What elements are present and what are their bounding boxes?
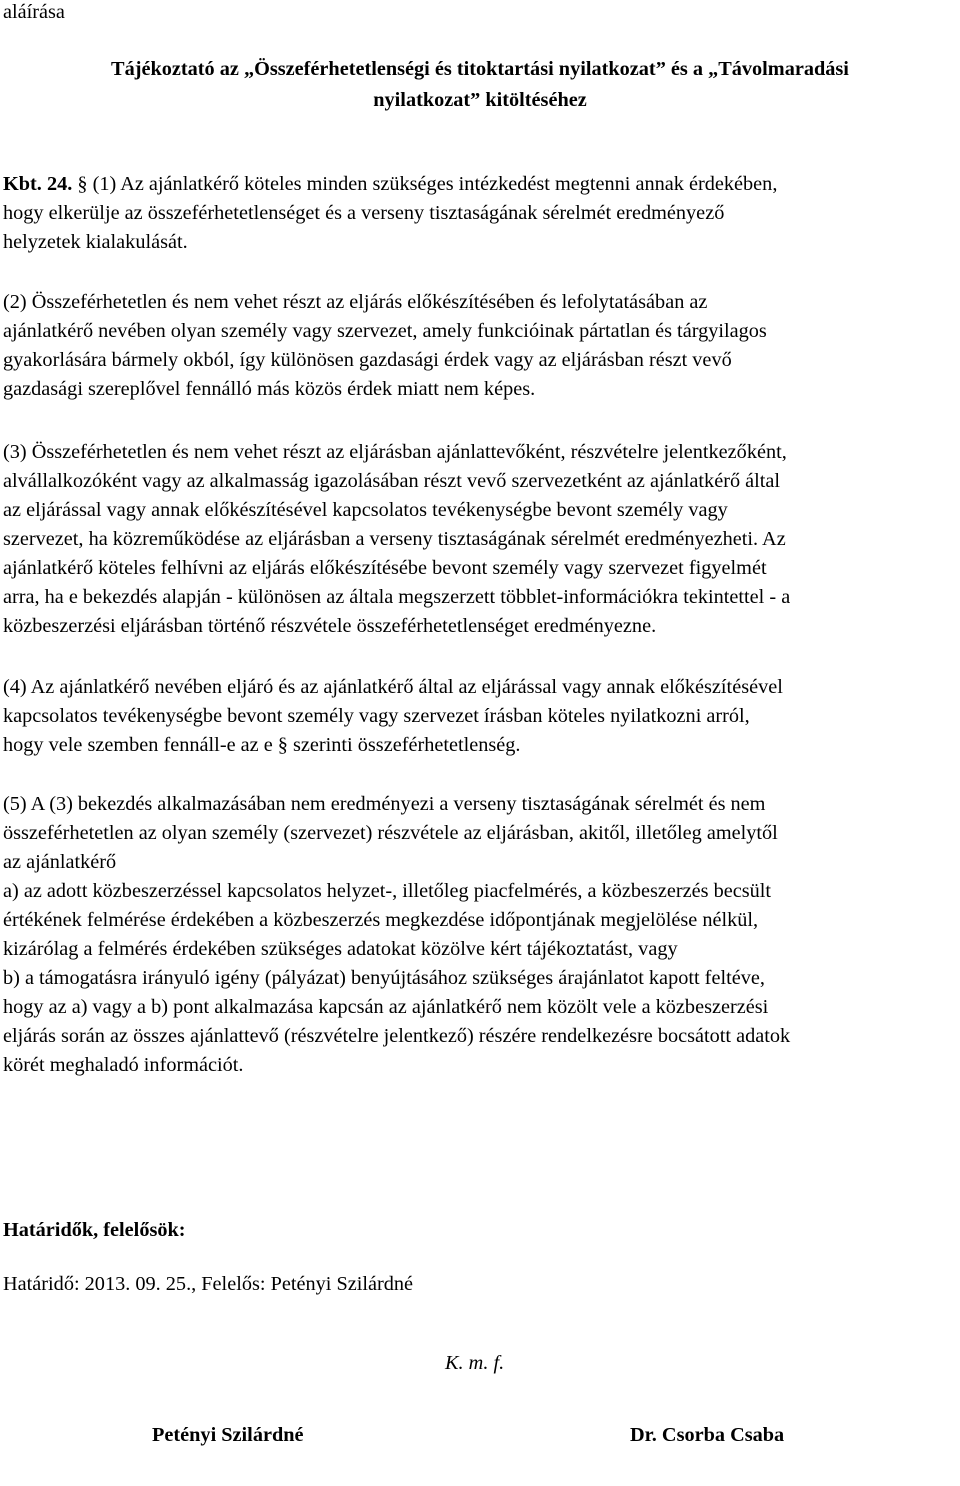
paragraph-line: gyakorlására bármely okból, így különösen gazdasági érdek vagy az eljárásban részt vevő	[3, 349, 732, 371]
signatory-right: Dr. Csorba Csaba	[630, 1424, 785, 1446]
paragraph-line: helyzetek kialakulását.	[3, 231, 188, 253]
paragraph-line: gazdasági szereplővel fennálló más közös érdek miatt nem képes.	[3, 378, 536, 400]
paragraph-line: arra, ha e bekezdés alapján - különösen az általa megszerzett többlet-információkra tekintettel - a	[3, 586, 791, 608]
paragraph-line: alvállalkozóként vagy az alkalmasság igazolásában részt vevő szervezetként az ajánlatkérő által	[3, 470, 781, 492]
paragraph-line: szervezet, ha közreműködése az eljárásban a verseny tisztaságának sérelmét eredményezheti. Az	[3, 528, 786, 550]
paragraph-line: a) az adott közbeszerzéssel kapcsolatos helyzet-, illetőleg piacfelmérés, a közbeszerzés becsült	[3, 880, 772, 902]
paragraph-line: kapcsolatos tevékenységbe bevont személy vagy szervezet írásban köteles nyilatkozni arról,	[3, 705, 750, 727]
paragraph-3	[3, 438, 959, 641]
deadline-text: Határidő: 2013. 09. 25., Felelős: Petényi Szilárdné	[3, 1273, 414, 1295]
paragraph-line-text: § (1) Az ajánlatkérő köteles minden szükséges intézkedést megtenni annak érdekében,	[72, 173, 778, 195]
paragraph-line: körét meghaladó információt.	[3, 1054, 244, 1076]
paragraph-line: hogy elkerülje az összeférhetetlenséget és a verseny tisztaságának sérelmét eredményező	[3, 202, 725, 224]
paragraph-2	[3, 288, 959, 404]
paragraph-line: értékének felmérése érdekében a közbeszerzés megkezdése időpontjának megjelölése nélkül,	[3, 909, 759, 931]
paragraph-5	[3, 790, 959, 1080]
paragraph-4	[3, 673, 959, 760]
document-title	[0, 54, 960, 116]
paragraph-line: (4) Az ajánlatkérő nevében eljáró és az ajánlatkérő által az eljárással vagy annak előkészítésével	[3, 676, 783, 698]
paragraph-line	[3, 170, 959, 199]
kbt-reference: Kbt. 24.	[3, 173, 73, 195]
paragraph-line: eljárás során az összes ajánlattevő (részvételre jelentkező) részére rendelkezésre bocsátott adatok	[3, 1025, 791, 1047]
paragraph-line: közbeszerzési eljárásban történő részvétele összeférhetetlenséget eredményezne.	[3, 615, 657, 637]
paragraph-line: ajánlatkérő köteles felhívni az eljárás előkészítésébe bevont személy vagy szervezet figyelmét	[3, 557, 767, 579]
paragraph-line: az ajánlatkérő	[3, 851, 117, 873]
paragraph-line: az eljárással vagy annak előkészítésével kapcsolatos tevékenységbe bevont személy vagy	[3, 499, 728, 521]
kmf-mark: K. m. f.	[445, 1352, 505, 1374]
paragraph-line: összeférhetetlen az olyan személy (szervezet) részvétele az eljárásban, akitől, illetőleg amelytől	[3, 822, 778, 844]
paragraph-line: (2) Összeférhetetlen és nem vehet részt az eljárás előkészítésében és lefolytatásában az	[3, 291, 708, 313]
paragraph-line: (5) A (3) bekezdés alkalmazásában nem eredményezi a verseny tisztaságának sérelmét és nem	[3, 793, 766, 815]
title-line-1: Tájékoztató az „Összeférhetetlenségi és titoktartási nyilatkozat” és a „Távolmaradási	[111, 58, 849, 80]
paragraph-line: hogy vele szemben fennáll-e az e § szerinti összeférhetetlenség.	[3, 734, 521, 756]
paragraph-line: (3) Összeférhetetlen és nem vehet részt az eljárásban ajánlattevőként, részvételre jelentkezőként,	[3, 441, 787, 463]
deadlines-heading: Határidők, felelősök:	[3, 1219, 186, 1241]
paragraph-line: b) a támogatásra irányuló igény (pályázat) benyújtásához szükséges árajánlatot kapott feltéve,	[3, 967, 765, 989]
header-text: aláírása	[3, 1, 65, 23]
title-line-2: nyilatkozat” kitöltéséhez	[373, 89, 587, 111]
paragraph-line: ajánlatkérő nevében olyan személy vagy szervezet, amely funkcióinak pártatlan és tárgyilagos	[3, 320, 767, 342]
paragraph-line: hogy az a) vagy a b) pont alkalmazása kapcsán az ajánlatkérő nem közölt vele a közbeszerzési	[3, 996, 769, 1018]
signatory-left: Petényi Szilárdné	[152, 1424, 304, 1446]
paragraph-line: kizárólag a felmérés érdekében szükséges adatokat közölve kért tájékoztatást, vagy	[3, 938, 678, 960]
paragraph-kbt-24-1	[3, 170, 959, 257]
